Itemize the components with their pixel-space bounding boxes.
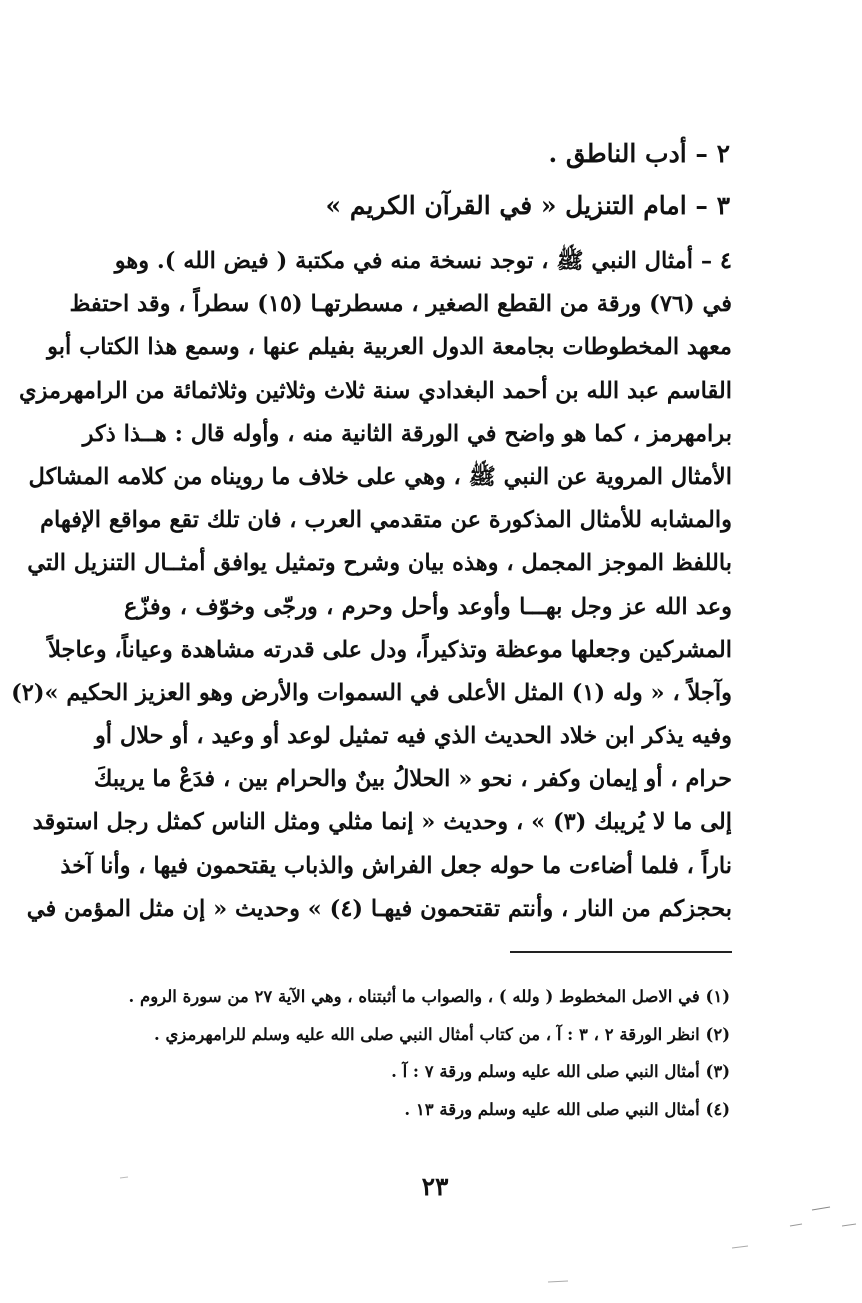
paragraph-line: وآجلاً ، « وله (١) المثل الأعلى في السموات والأرض وهو العزيز الحكيم »(٢) bbox=[11, 679, 732, 706]
main-paragraph bbox=[11, 240, 732, 931]
footnote-1: (١) في الاصل المخطوط ( ولله ) ، والصواب ما أثبتناه ، وهي الآية ٢٧ من سورة الروم . bbox=[128, 987, 730, 1006]
paragraph-line: المشركين وجعلها موعظة وتذكيراً، ودل على قدرته مشاهدة وعياناً، وعاجلاً bbox=[48, 636, 732, 663]
paragraph-line: وعد الله عز وجل بهـــا وأوعد وأحل وحرم ، ورجّى وخوّف ، وفزّع bbox=[124, 593, 732, 620]
paragraph-line: وفيه يذكر ابن خلاد الحديث الذي فيه تمثيل لوعد أو وعيد ، أو حلال أو bbox=[94, 723, 732, 750]
paragraph-line: باللفظ الموجز المجمل ، وهذه بيان وشرح وتمثيل يوافق أمثــال التنزيل التي bbox=[27, 550, 732, 577]
paragraph-line: ٤ – أمثال النبي ﷺ ، توجد نسخة منه في مكتبة ( فيض الله ). وهو bbox=[114, 248, 732, 274]
paragraph-line: والمشابه للأمثال المذكورة عن متقدمي العرب ، فان تلك تقع مواقع الإفهام bbox=[40, 507, 732, 534]
paragraph-line: معهد المخطوطات بجامعة الدول العربية بفيلم عنها ، وسمع هذا الكتاب أبو bbox=[47, 334, 732, 361]
paragraph-line: حرام ، أو إيمان وكفر ، نحو « الحلالُ بينٌ والحرام بين ، فدَعْ ما يريبكَ bbox=[93, 766, 732, 793]
footnote-2: (٢) انظر الورقة ٢ ، ٣ : آ ، من كتاب أمثال النبي صلى الله عليه وسلم للرامهرمزي . bbox=[153, 1024, 730, 1044]
footnote-divider bbox=[510, 951, 732, 953]
paragraph-line: برامهرمز ، كما هو واضح في الورقة الثانية منه ، وأوله قال : هــذا ذكر bbox=[82, 420, 732, 447]
paragraph-line: بحجزكم من النار ، وأنتم تقتحمون فيهـا (٤) » وحديث « إن مثل المؤمن في bbox=[26, 895, 732, 922]
page-number: ٢٣ bbox=[421, 1172, 449, 1201]
list-item-2: ٢ – أدب الناطق . bbox=[548, 139, 730, 168]
paragraph-line: في (٧٦) ورقة من القطع الصغير ، مسطرتهـا (١٥) سطراً ، وقد احتفظ bbox=[69, 291, 732, 318]
list-item-3: ٣ – امام التنزيل « في القرآن الكريم » bbox=[325, 191, 730, 220]
paragraph-line: القاسم عبد الله بن أحمد البغدادي سنة ثلاث وثلاثين وثلاثمائة من الرامهرمزي bbox=[19, 377, 732, 404]
footnote-3: (٣) أمثال النبي صلى الله عليه وسلم ورقة ٧ : آ . bbox=[391, 1062, 730, 1082]
paragraph-line: ناراً ، فلما أضاءت ما حوله جعل الفراش والذباب يقتحمون فيها ، وأنا آخذ bbox=[60, 852, 732, 879]
footnotes bbox=[110, 978, 730, 1129]
paragraph-line: الأمثال المروية عن النبي ﷺ ، وهي على خلاف ما رويناه من كلامه المشاكل bbox=[28, 463, 732, 490]
paragraph-line: إلى ما لا يُريبك (٣) » ، وحديث « إنما مثلي ومثل الناس كمثل رجل استوقد bbox=[32, 809, 732, 836]
footnote-4: (٤) أمثال النبي صلى الله عليه وسلم ورقة ١٣ . bbox=[404, 1100, 730, 1120]
